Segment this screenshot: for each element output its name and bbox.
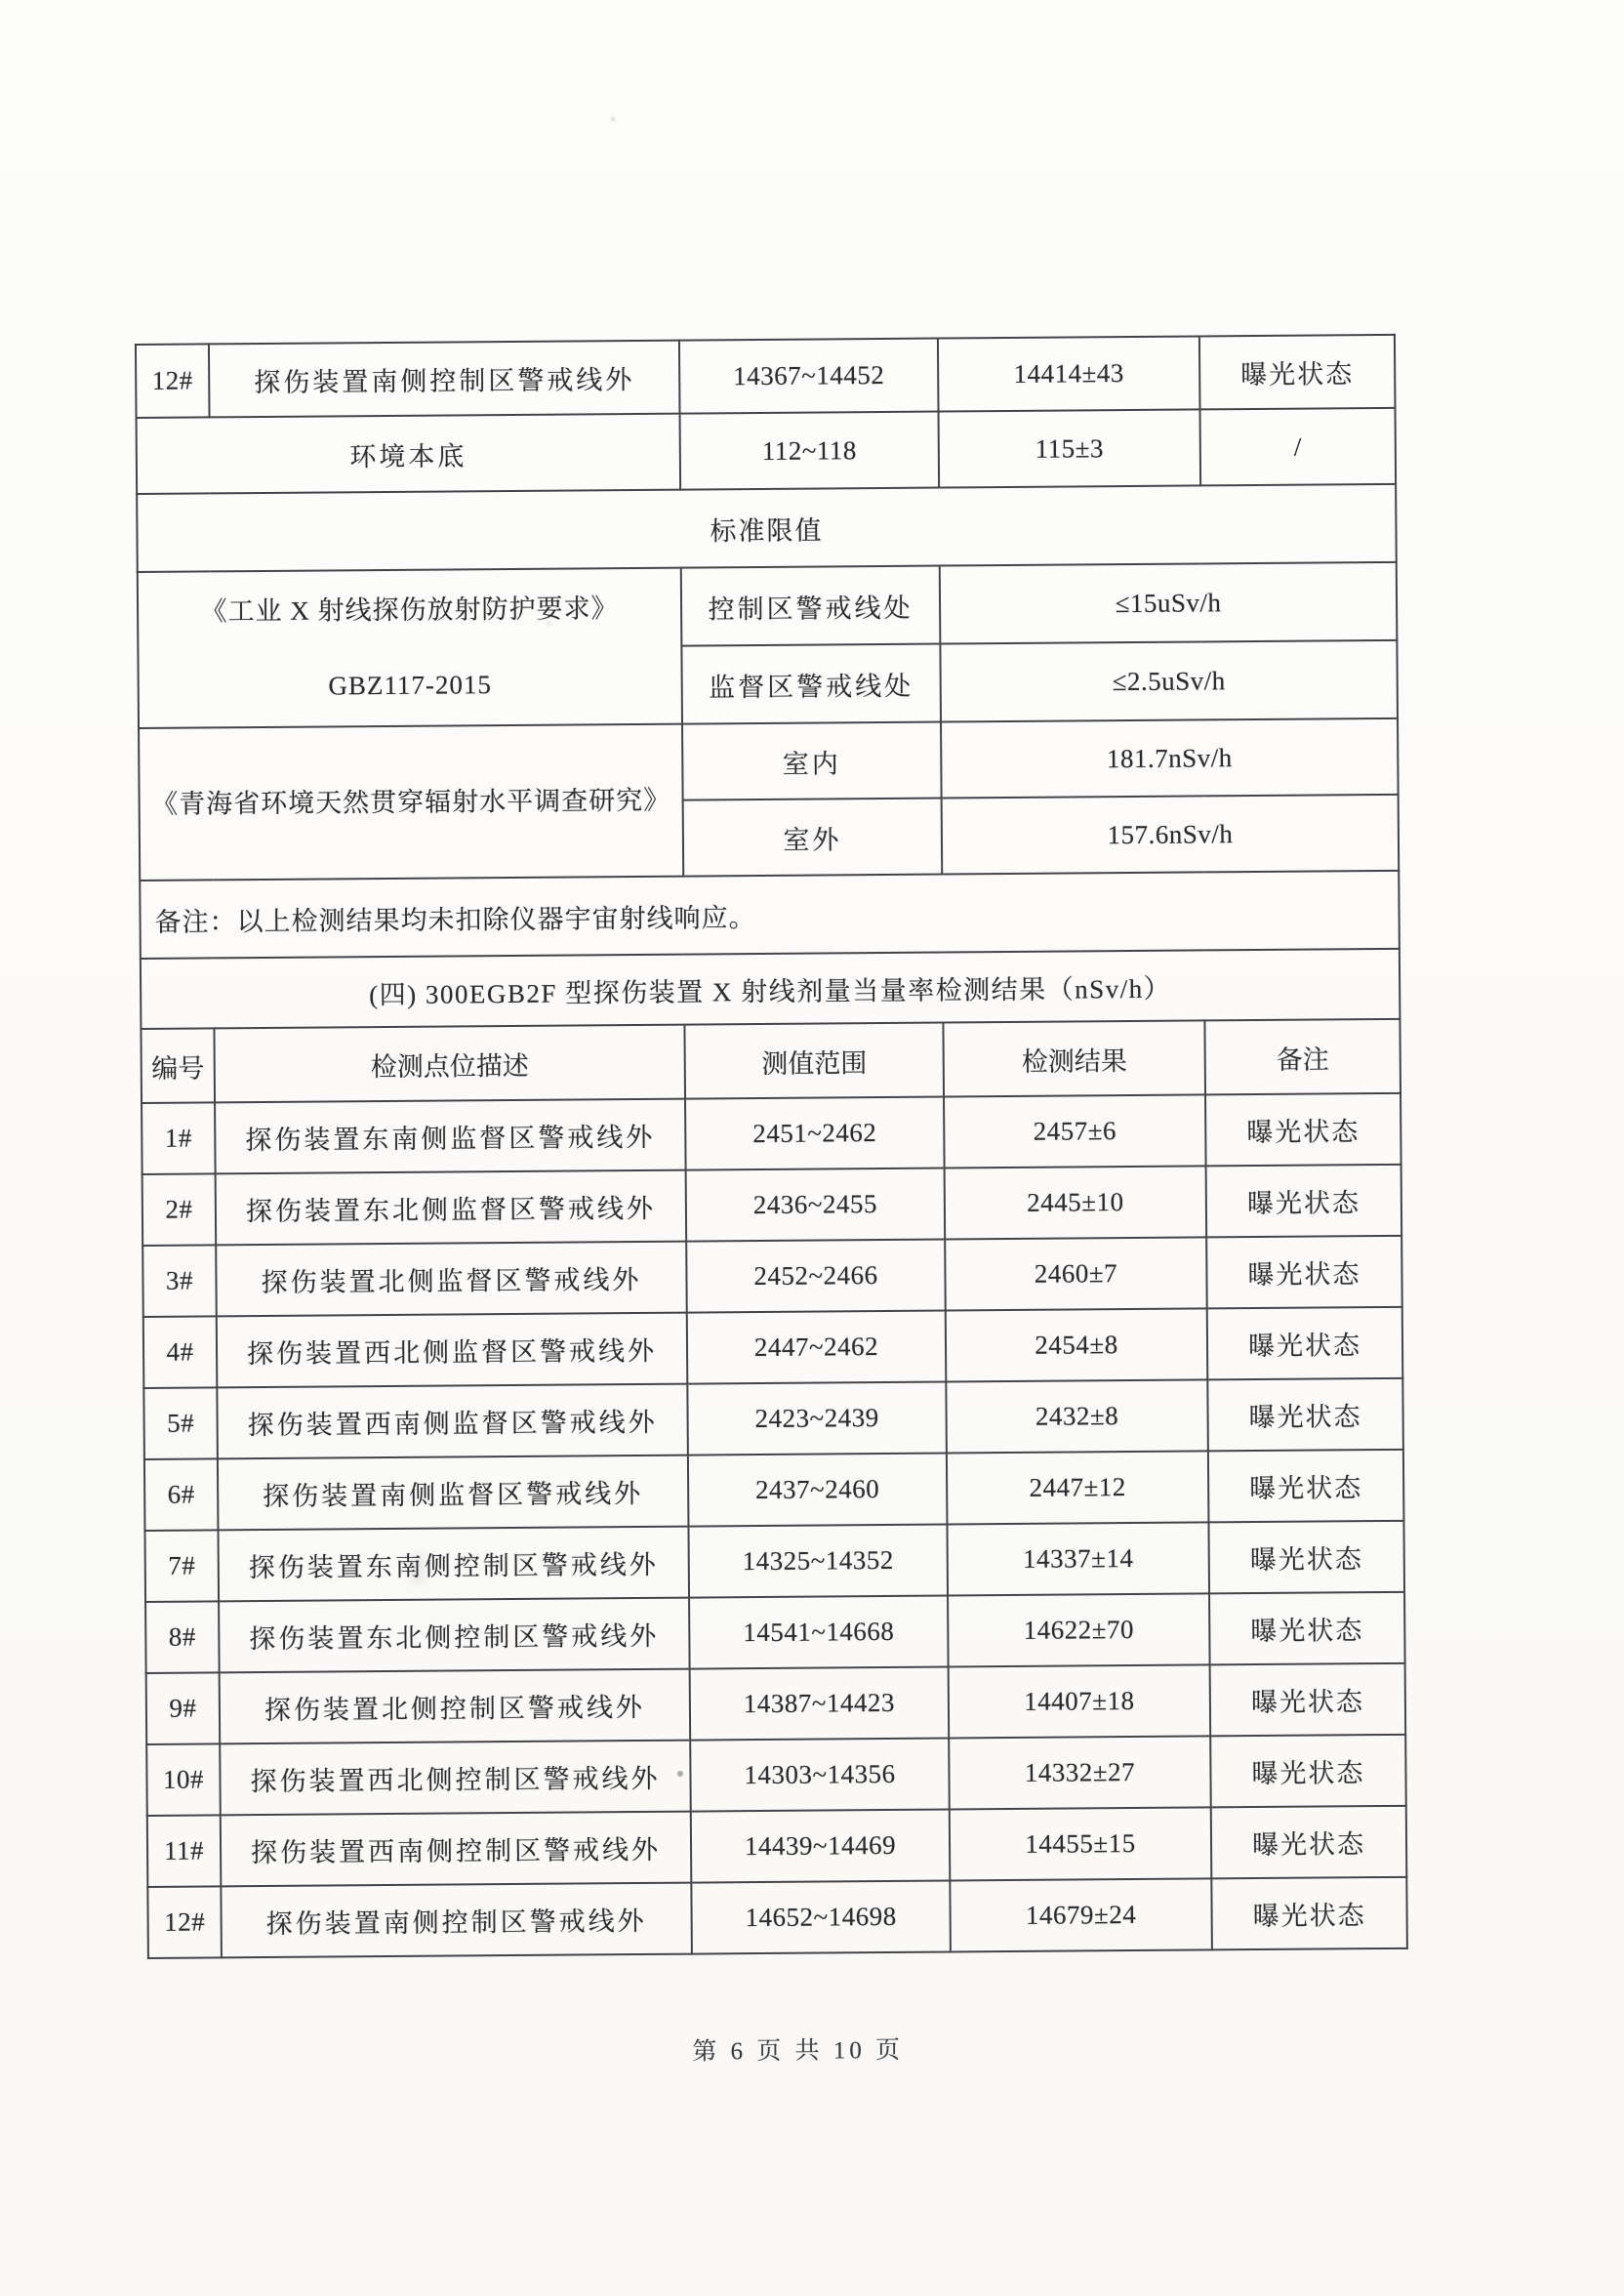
row-desc: 探伤装置南侧控制区警戒线外 [221, 1883, 692, 1958]
row-id: 5# [143, 1387, 218, 1459]
row-range: 14652~14698 [691, 1881, 951, 1954]
row-remark: 曝光状态 [1210, 1663, 1406, 1737]
gbz-item2-label: 监督区警戒线处 [681, 644, 941, 724]
row-result: 2460±7 [945, 1237, 1207, 1310]
row-id: 12# [147, 1886, 222, 1958]
row-range: 14387~14423 [690, 1667, 950, 1741]
table4-title-row [141, 949, 1401, 1029]
standard-qinghai-row-1 [139, 718, 1399, 804]
row-range: 2452~2466 [686, 1240, 946, 1313]
table4-header-row [141, 1019, 1401, 1103]
header-remark: 备注 [1204, 1019, 1401, 1095]
row-result: 2457±6 [944, 1094, 1206, 1168]
row-result: 2445±10 [945, 1166, 1207, 1239]
background-remark: / [1200, 408, 1397, 486]
row-desc: 探伤装置南侧控制区警戒线外 [209, 341, 680, 418]
row-desc: 探伤装置西北侧监督区警戒线外 [217, 1313, 688, 1388]
row-desc: 探伤装置西北侧控制区警戒线外 [220, 1741, 691, 1816]
row-desc: 探伤装置西南侧控制区警戒线外 [221, 1812, 692, 1887]
row-range: 2451~2462 [685, 1097, 945, 1170]
row-range: 14367~14452 [679, 339, 939, 414]
row-remark: 曝光状态 [1210, 1735, 1406, 1808]
note-text: 备注：以上检测结果均未扣除仪器宇宙射线响应。 [140, 871, 1400, 959]
background-range: 112~118 [680, 412, 940, 490]
row-id: 9# [146, 1672, 221, 1744]
row-result: 2432±8 [946, 1379, 1208, 1453]
qinghai-item1-value: 181.7nSv/h [941, 718, 1399, 799]
row-desc: 探伤装置东南侧控制区警戒线外 [218, 1527, 689, 1602]
standard-gbz-line1: 《工业 X 射线探伤放射防护要求》 [200, 594, 619, 627]
page-footer: 第 6 页 共 10 页 [692, 2036, 905, 2066]
row-result: 14679±24 [950, 1878, 1212, 1951]
table-row [147, 1806, 1407, 1887]
standard-qinghai-name: 《青海省环境天然贯穿辐射水平调查研究》 [139, 724, 683, 881]
row-result: 14407±18 [949, 1664, 1211, 1738]
gbz-item2-value: ≤2.5uSv/h [940, 640, 1398, 722]
scan-speck [547, 621, 551, 626]
row-remark: 曝光状态 [1211, 1806, 1407, 1879]
row-result: 14622±70 [948, 1593, 1210, 1666]
table-row [142, 1236, 1402, 1317]
row-remark: 曝光状态 [1206, 1236, 1402, 1309]
row-result: 2447±12 [947, 1451, 1209, 1524]
row-remark: 曝光状态 [1199, 335, 1396, 410]
row-range: 2436~2455 [686, 1168, 946, 1242]
limits-title-row [137, 484, 1397, 572]
row-range: 14439~14469 [691, 1810, 951, 1883]
standard-gbz-name [138, 568, 682, 728]
row-remark: 曝光状态 [1207, 1378, 1403, 1452]
row-id: 4# [143, 1316, 218, 1388]
row-result: 14337±14 [947, 1522, 1209, 1595]
row-id: 11# [147, 1815, 222, 1887]
row-desc: 探伤装置东北侧监督区警戒线外 [216, 1170, 687, 1246]
table-row [142, 1165, 1402, 1246]
row-remark: 曝光状态 [1209, 1592, 1405, 1665]
table-row [145, 1592, 1405, 1673]
table-row [143, 1307, 1403, 1388]
background-result: 115±3 [939, 409, 1201, 487]
table-row [146, 1735, 1406, 1816]
row-id: 6# [144, 1458, 219, 1531]
row-id: 8# [145, 1601, 220, 1673]
row-remark: 曝光状态 [1207, 1307, 1403, 1380]
row-id: 10# [146, 1743, 221, 1816]
row-desc: 探伤装置东南侧监督区警戒线外 [215, 1099, 686, 1174]
table-row [144, 1521, 1404, 1602]
table-row [144, 1450, 1404, 1531]
row-result: 14414±43 [938, 336, 1200, 411]
scan-smudge [410, 1552, 426, 1585]
table-row [147, 1877, 1407, 1958]
qinghai-item1-label: 室内 [682, 722, 942, 800]
limits-title: 标准限值 [137, 484, 1397, 572]
qinghai-item2-label: 室外 [683, 799, 943, 877]
row-range: 2437~2460 [688, 1454, 948, 1527]
row-remark: 曝光状态 [1208, 1521, 1404, 1594]
row-result: 2454±8 [946, 1308, 1208, 1381]
gbz-item1-label: 控制区警戒线处 [681, 566, 941, 646]
header-range: 测值范围 [684, 1023, 944, 1099]
header-desc: 检测点位描述 [214, 1025, 685, 1103]
table-row [146, 1663, 1406, 1744]
row-result: 14455±15 [950, 1807, 1212, 1880]
row-remark: 曝光状态 [1211, 1877, 1407, 1950]
table-row [143, 1378, 1403, 1459]
report-table [135, 334, 1408, 1959]
row-id: 12# [136, 344, 210, 418]
row-id: 7# [144, 1530, 219, 1602]
qinghai-item2-value: 157.6nSv/h [942, 795, 1400, 875]
row-id: 3# [142, 1245, 217, 1317]
row-remark: 曝光状态 [1205, 1093, 1401, 1167]
standard-gbz-row-1 [138, 562, 1398, 650]
gbz-item1-value: ≤15uSv/h [940, 562, 1398, 644]
row-remark: 曝光状态 [1206, 1165, 1402, 1238]
row-range: 2447~2462 [687, 1311, 947, 1384]
standard-gbz-line2: GBZ117-2015 [328, 670, 493, 701]
background-row [137, 408, 1397, 494]
row-id: 2# [142, 1173, 217, 1246]
row-range: 14325~14352 [688, 1525, 948, 1598]
note-row [140, 871, 1400, 959]
row-range: 2423~2439 [687, 1382, 947, 1456]
background-label: 环境本底 [137, 414, 681, 494]
row-range: 14303~14356 [690, 1739, 950, 1812]
header-id: 编号 [141, 1028, 215, 1103]
row-desc: 探伤装置北侧监督区警戒线外 [216, 1242, 687, 1317]
table-row [142, 1093, 1401, 1174]
scan-speck [677, 1771, 683, 1777]
row-desc: 探伤装置北侧控制区警戒线外 [220, 1669, 691, 1744]
row-range: 14541~14668 [689, 1596, 949, 1669]
row-id: 1# [142, 1102, 216, 1174]
row-desc: 探伤装置南侧监督区警戒线外 [218, 1456, 689, 1531]
table4-title: (四) 300EGB2F 型探伤装置 X 射线剂量当量率检测结果（nSv/h） [141, 949, 1401, 1029]
header-result: 检测结果 [943, 1020, 1205, 1096]
table-row [136, 335, 1396, 418]
row-desc: 探伤装置东北侧控制区警戒线外 [219, 1598, 690, 1673]
row-desc: 探伤装置西南侧监督区警戒线外 [217, 1384, 688, 1459]
row-remark: 曝光状态 [1208, 1450, 1404, 1523]
row-result: 14332±27 [949, 1736, 1211, 1809]
scan-speck [611, 117, 615, 121]
